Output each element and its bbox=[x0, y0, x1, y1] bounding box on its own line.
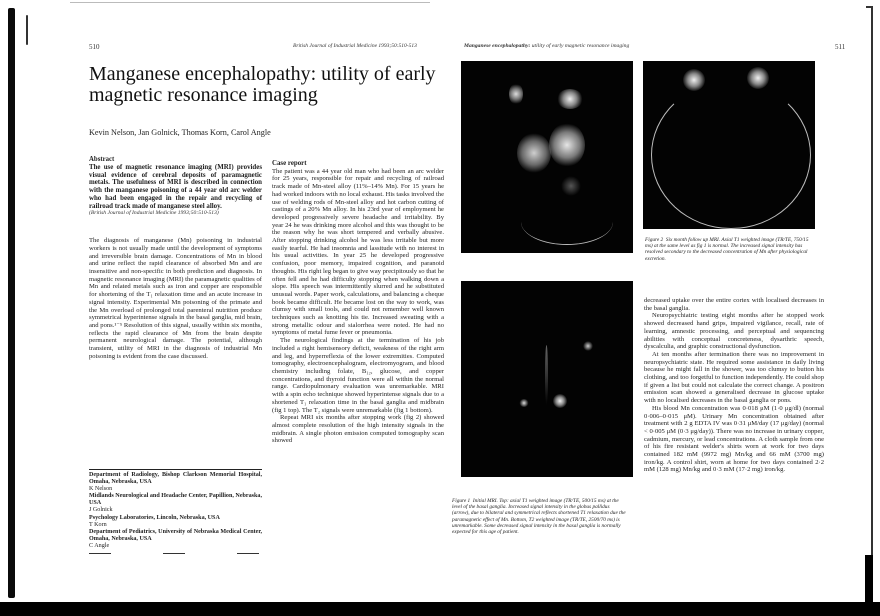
case-report-paragraph-1: The patient was a 44 year old man who had been an arc welder for 25 years, responsible for repair and recycling of railroad track made of Mn-steel alloy (11%–14% Mn). For 15 years he had worked indoors with no local exhaust. His tasks involved the use of welding rods of Mn-steel alloy and hot carbon cutting of castings of a 20% Mn alloy. In his 23rd year of employment he developed progressively severe headache and irritability. By year 24 he was drinking more alcohol and this was thought to be the reason why he was short tempered and verbally abusive. After stopping drinking alcohol he was less irritable but more easily tearful. He had insomnia and lassitude with no interest in his usual activities. In year 25 he developed progressive confusion, poor memory, impaired cognition, and paranoid thoughts. His right leg began to give way precipitously so that he often fell and he had difficulty stopping when walking down a slope. His speech was intermittently slurred and he substituted unusual words. Paper work, calculations, and balancing a cheque book became difficult. He became lost on the way to work, was clumsy with small tools, and could not remember well known techniques such as knotting his tie. Increased sweating with a strong metallic odour and sialorrhea were noted. He had no symptoms of metal fume fever or pneumonia. bbox=[272, 167, 444, 337]
scan-binding-edge bbox=[8, 8, 15, 598]
abstract-heading: Abstract bbox=[89, 156, 115, 163]
affiliations-rule bbox=[89, 469, 262, 470]
affiliation-3: Psychology Laboratories, Lincoln, Nebraska, USA T Korn bbox=[89, 514, 220, 528]
running-head-left: British Journal of Industrial Medicine 1993;50:510-513 bbox=[293, 43, 417, 49]
left-column-1 bbox=[89, 156, 262, 360]
figure-2-caption: Figure 2 Six month follow up MRI. Axial T1 weighted image (TR/TE, 750/15 ms) at the same level as fig 1 is normal. The increased signal intensity has resolved secondary to the decreased concentration of Mn after physiological excretion. bbox=[645, 237, 809, 262]
right-paragraph-4: His blood Mn concentration was 0·018 μM (1·0 μg/dl) (normal 0·006–0·015 μM). Urinary Mn concentration obtained after treatment with 2 g EDTA IV was 0·31 μM/day (17 μg/day) (normal < 0·005 μM (0·3 μg/day)). There was no increase in urinary copper, cadmium, mercury, or lead concentrations. A cloth sample from one of his fire resistant welder's shirts worn at work for two days contained 182 mM (9972 mg) Mn/kg and 66 mM (3700 mg) iron/kg. A control shirt, worn at home for two days contained 2·2 mM (128 mg) Mn/kg and 0·3 mM (17·2 mg) iron/kg. bbox=[644, 404, 824, 474]
figure-1-caption: Figure 1 Initial MRI. Top: axial T1 weighted image (TR/TE, 500/15 ms) at the level of the basal ganglia. Increased signal intensity in the globus pallidus (arrow), due to bilateral and symmetrical reflects shortened T1 relaxation due the paramagnetic effect of Mn. Bottom, T2 weighted image (TR/TE, 2500/70 ms) is unremarkable. Some decreased signal intensity in the basal ganglia is normally expected for this age of patient. bbox=[452, 498, 626, 536]
intro-paragraph: The diagnosis of manganese (Mn) poisoning in industrial workers is not usually made until the development of symptoms and irreversible brain damage. Concentrations of Mn in blood and urine reflect the rapid clearance of absorbed Mn and are insensitive and non-specific in both prediction and diagnosis. In magnetic resonance imaging (MRI) the paramagnetic qualities of Mn and related metals such as iron and copper are responsible for shortening of the T₁ relaxation time and an acute increase in signal intensity. Experimental Mn poisoning of the primate and the Mn overload of prolonged total parenteral nutrition produce symmetrical hyperintense signals in the basal ganglia, mid brain, and pons.¹⁻⁵ Resolution of this signal, usually within six months, reflects the rapid clearance of Mn from the brain despite permanent neurological damage. The potential, although transient, utility of MRI in the diagnosis of industrial Mn poisoning is evident from the case discussed. bbox=[89, 237, 262, 360]
scan-right-edge bbox=[871, 6, 873, 596]
figure-2-mri-image bbox=[643, 61, 815, 229]
affiliation-1: Department of Radiology, Bishop Clarkson Memorial Hospital, Omaha, Nebraska, USA K Nelson bbox=[89, 472, 262, 493]
page-number-left: 510 bbox=[89, 43, 100, 51]
case-report-paragraph-2: The neurological findings at the termination of his job included a right hemisensory deficit, weakness of the right arm and leg, and hyperreflexia of the lower extremities. Computed tomography, electroencephalogram, electromyogram, and blood chemistry including folate, B₁₂, glucose, and copper concentrations, and thyroid function were all within the normal range. Cardiopulmonary evaluation was unremarkable. MRI with a spin echo technique showed hyperintense signals due to a shortened T₁ relaxation time in the basal ganglia and midbrain (fig 1 top). The T₂ signals were unremarkable (fig 1 bottom). bbox=[272, 337, 444, 414]
case-report-heading: Case report bbox=[272, 160, 307, 167]
affiliation-2: Midlands Neurological and Headache Center, Papillion, Nebraska, USA J Golnick bbox=[89, 493, 262, 514]
affiliations bbox=[89, 469, 262, 554]
figure-1-bottom-mri-image bbox=[461, 281, 633, 477]
article-title: Manganese encephalopathy: utility of early magnetic resonance imaging bbox=[89, 63, 436, 106]
scan-right-corner bbox=[865, 555, 873, 605]
scan-edge-top bbox=[70, 2, 430, 3]
left-column-2 bbox=[272, 156, 444, 445]
running-head-right: Manganese encephalopathy: utility of early magnetic resonance imaging bbox=[464, 43, 630, 49]
affiliations-end-rule bbox=[89, 553, 259, 554]
right-paragraph-3: At ten months after termination there was no improvement in neuropsychiatric state. He required some assistance in daily living because he might fall in the shower, was too clumsy to button his clothing, and too forgetful to function independently. He could shop if given a list but could not calculate the correct change. A positron emission scan showed a generalised decrease in glucose uptake with no localised decreases in the basal ganglia or pons. bbox=[644, 350, 824, 405]
scan-bottom-bar bbox=[0, 602, 880, 616]
abstract-body: The use of magnetic resonance imaging (MRI) provides visual evidence of cerebral deposits of paramagnetic metals. The usefulness of MRI is described in connection with the manganese poisoning of a 44 year old arc welder who had been engaged in the repair and recycling of railroad track made of manganese steel alloy. bbox=[89, 163, 262, 210]
right-column-text bbox=[644, 297, 824, 474]
abstract-citation: (British Journal of Industrial Medicine 1993;50:510-513) bbox=[89, 210, 219, 217]
page-number-right: 511 bbox=[835, 43, 846, 51]
affiliation-4: Department of Pediatrics, University of Nebraska Medical Center, Omaha, Nebraska, USA C Angle bbox=[89, 528, 262, 549]
right-paragraph-2: Neuropsychiatric testing eight months after he stopped work showed decreased hand grips, impaired vigilance, recall, rate of learning, amnestic processing, and perceptual and sequencing abilities with conceptual concreteness, dysarthric speech, dyscalculia, and graphic constructional dysfunction. bbox=[644, 312, 824, 351]
right-paragraph-1: decreased uptake over the entire cortex with localised decreases in the basal ganglia. bbox=[644, 297, 824, 312]
article-authors: Kevin Nelson, Jan Golnick, Thomas Korn, Carol Angle bbox=[89, 128, 271, 137]
case-report-paragraph-3: Repeat MRI six months after stopping work (fig 2) showed almost complete resolution of the high intensity signals in the midbrain. A single photon emission computed tomography scan showed bbox=[272, 414, 444, 445]
figure-1-top-mri-image bbox=[461, 61, 633, 253]
scan-right-tick bbox=[866, 6, 872, 8]
scan-binding-mark bbox=[26, 15, 28, 45]
